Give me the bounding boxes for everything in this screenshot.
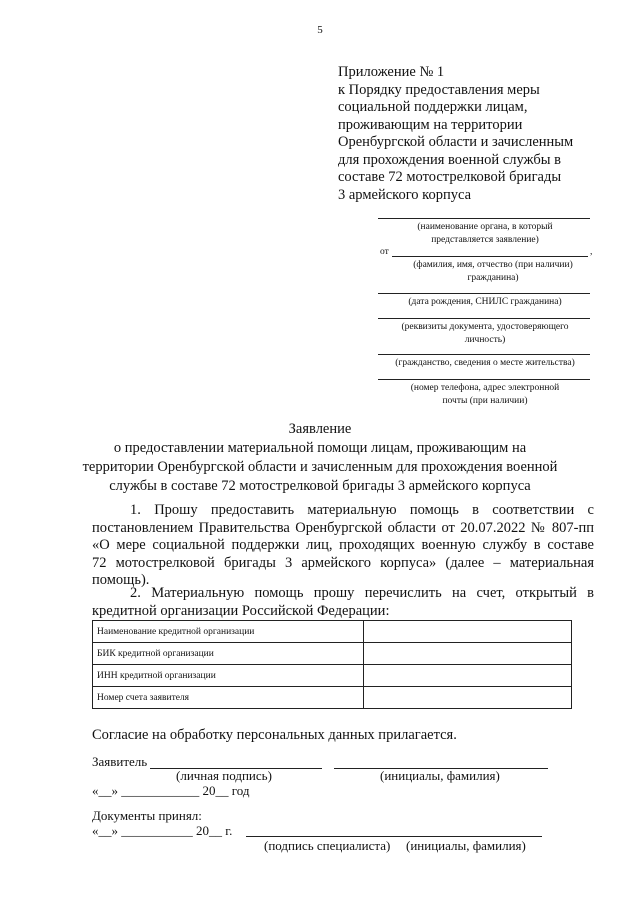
table-cell-value[interactable] — [364, 687, 572, 709]
caption-line: (реквизиты документа, удостоверяющего — [401, 322, 569, 332]
citizenship-line[interactable] — [378, 354, 590, 355]
applicant-name-caption: (инициалы, фамилия) — [380, 768, 500, 783]
citizenship-caption: (гражданство, сведения о месте жительства) — [395, 358, 575, 368]
accepted-signature-line[interactable] — [246, 836, 542, 837]
paragraph-line: «О мере социальной поддержки лиц, проходящих военную службу в составе — [92, 537, 594, 553]
table-cell-value[interactable] — [364, 643, 572, 665]
paragraph-line: постановлением Правительства Оренбургской области от 20.07.2022 № 807-пп — [92, 519, 594, 536]
organ-caption — [372, 221, 598, 246]
paragraph-line: 72 мотострелковой бригады 3 армейского корпуса» (далее – материальная — [92, 554, 594, 571]
table-cell-label: ИНН кредитной организации — [93, 665, 364, 687]
appendix-line: Оренбургской области и зачисленным — [338, 134, 574, 150]
applicant-label: Заявитель — [92, 754, 148, 769]
table-cell-label: Наименование кредитной организации — [93, 621, 364, 643]
document-line[interactable] — [378, 318, 590, 319]
caption-line: гражданина) — [467, 272, 519, 283]
appendix-line: проживающим на территории — [338, 116, 523, 133]
consent-text: Согласие на обработку персональных данных прилагается. — [92, 727, 457, 743]
document-caption — [372, 321, 598, 346]
caption-line: личность) — [464, 334, 506, 345]
title-line: о предоставлении материальной помощи лицам, проживающим на — [113, 440, 527, 456]
caption-line: (наименование органа, в который — [417, 222, 553, 232]
applicant-date[interactable]: «__» ____________ 20__ год — [92, 783, 250, 798]
appendix-line: для прохождения военной службы в — [338, 151, 561, 168]
applicant-signature-caption: (личная подпись) — [176, 768, 272, 783]
page-number: 5 — [317, 24, 323, 36]
paragraph-line: помощь). — [92, 572, 150, 588]
table-cell-value[interactable] — [364, 665, 572, 687]
table-row — [93, 687, 572, 709]
accepted-name-caption: (инициалы, фамилия) — [406, 838, 526, 853]
title-heading: Заявление — [288, 421, 352, 437]
from-comma: , — [590, 247, 593, 257]
paragraph-line: кредитной организации Российской Федерации: — [92, 602, 390, 619]
appendix-line: к Порядку предоставления меры — [338, 81, 540, 98]
appendix-line: 3 армейского корпуса — [338, 186, 472, 203]
fio-line[interactable] — [392, 256, 588, 257]
appendix-line: социальной поддержки лицам, — [338, 99, 528, 115]
organ-line[interactable] — [378, 218, 590, 219]
paragraph-line: 1. Прошу предоставить материальную помощь в соответствии с — [130, 502, 594, 518]
appendix-line: Приложение № 1 — [338, 64, 445, 80]
title-line: службы в составе 72 мотострелковой бригады 3 армейского корпуса — [109, 478, 531, 494]
accepted-date[interactable]: «__» ___________ 20__ г. — [92, 823, 233, 838]
table-row — [93, 665, 572, 687]
accepted-signature-caption: (подпись специалиста) — [264, 838, 391, 853]
document-title — [0, 420, 640, 496]
appendix-line: составе 72 мотострелковой бригады — [338, 169, 562, 185]
birth-caption: (дата рождения, СНИЛС гражданина) — [408, 297, 562, 307]
birth-line[interactable] — [378, 293, 590, 294]
paragraph-line: 2. Материальную помощь прошу перечислить на счет, открытый в — [130, 585, 594, 601]
caption-line: почты (при наличии) — [442, 395, 528, 406]
caption-line: (фамилия, имя, отчество (при наличии) — [413, 260, 573, 270]
bank-details-table — [92, 620, 572, 709]
caption-line: (номер телефона, адрес электронной — [410, 383, 560, 393]
table-cell-label: Номер счета заявителя — [93, 687, 364, 709]
title-line: территории Оренбургской области и зачисленным для прохождения военной — [82, 459, 558, 475]
table-row — [93, 643, 572, 665]
contacts-caption — [372, 382, 598, 407]
appendix-block — [338, 64, 573, 204]
fio-caption — [380, 259, 606, 284]
accepted-label: Документы принял: — [92, 808, 202, 823]
caption-line: представляется заявление) — [431, 234, 539, 245]
from-label: от — [380, 247, 389, 257]
contacts-line[interactable] — [378, 379, 590, 380]
table-cell-label: БИК кредитной организации — [93, 643, 364, 665]
paragraph-1 — [92, 502, 594, 590]
table-cell-value[interactable] — [364, 621, 572, 643]
table-row — [93, 621, 572, 643]
paragraph-2 — [92, 585, 594, 620]
